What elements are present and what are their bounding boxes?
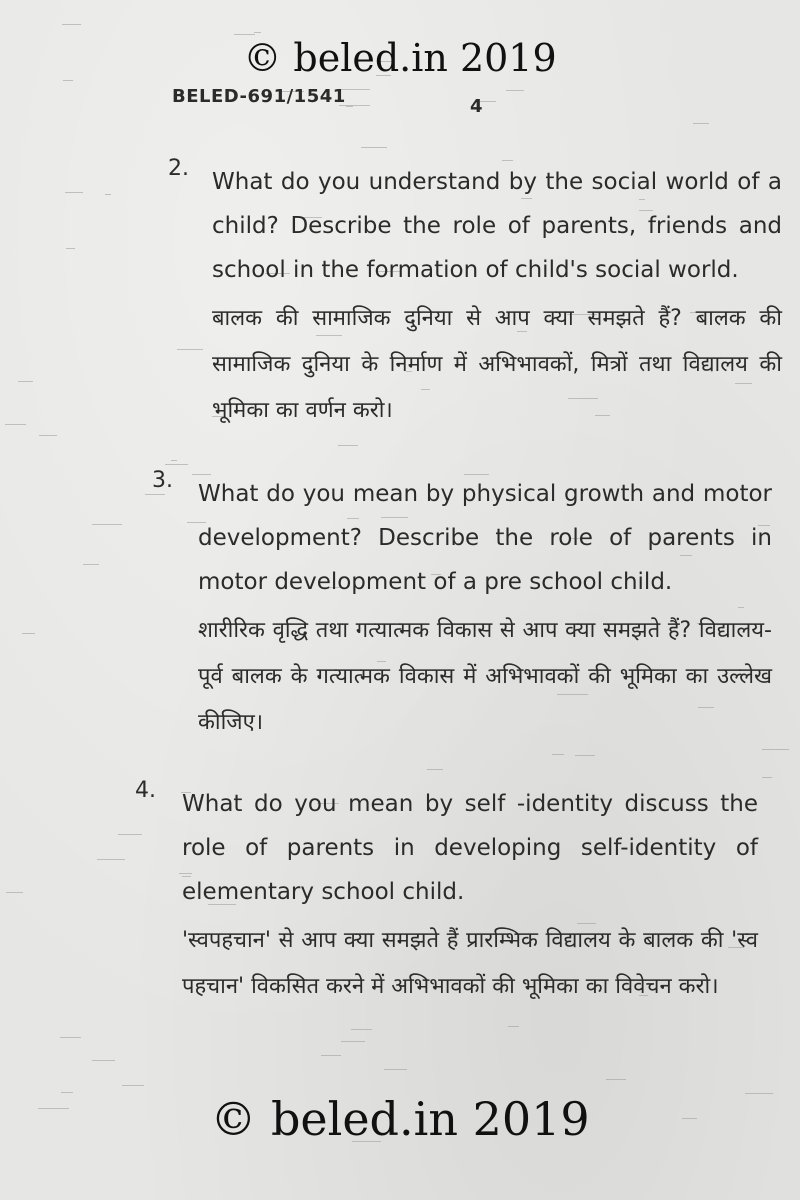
question-number: 4. [135,778,156,803]
scan-speck [66,248,75,249]
scan-speck [92,1060,115,1061]
scan-speck [171,460,177,461]
scan-speck [346,106,353,107]
scan-speck [254,32,261,33]
scan-speck [5,424,26,425]
question-3 [198,472,772,746]
scan-speck [97,859,125,860]
scan-speck [39,435,57,436]
scan-speck [762,749,789,750]
scan-speck [165,464,188,465]
question-english: What do you mean by physical growth and motor development? Describe the role of parents in motor development of a pre school child. [198,481,772,595]
scan-speck [427,769,443,770]
scan-speck [92,524,122,525]
paper-code: BELED-691/1541 [172,86,346,107]
scan-speck [83,564,99,565]
scan-speck [22,633,35,634]
scan-speck [63,80,73,81]
question-2 [212,160,782,434]
scan-speck [762,777,772,778]
scan-speck [18,381,33,382]
question-4 [182,782,758,1010]
scan-speck [105,194,111,195]
scan-speck [693,123,709,124]
scan-speck [177,349,203,350]
scan-speck [60,1037,81,1038]
scan-speck [506,90,524,91]
scan-speck [552,754,564,755]
watermark-bottom: © beled.in 2019 [210,1092,590,1146]
scan-speck [6,892,23,893]
question-number: 3. [152,468,173,493]
scan-speck [122,1085,144,1086]
scan-speck [145,494,165,495]
scan-speck [338,445,358,446]
scan-speck [575,755,595,756]
scan-speck [234,34,255,35]
question-english: What do you mean by self -identity discuss the role of parents in developing self-identity of elementary school child. [182,791,758,905]
scan-speck [361,147,387,148]
scan-speck [62,24,81,25]
scan-speck [606,1079,626,1080]
question-number: 2. [168,156,189,181]
scan-speck [351,1029,372,1030]
scan-speck [384,1069,407,1070]
question-english: What do you understand by the social world of a child? Describe the role of parents, friends and school in the formation of child's social world. [212,169,782,283]
scan-speck [321,1055,341,1056]
question-hindi: 'स्वपहचान' से आप क्या समझते हैं प्रारम्भिक विद्यालय के बालक की 'स्व पहचान' विकसित करने में अभिभावकों की भूमिका का विवेचन करो। [182,928,758,999]
scan-speck [118,834,142,835]
scan-speck [508,1026,519,1027]
watermark-top: © beled.in 2019 [243,36,557,80]
scan-speck [65,192,83,193]
page-number: 4 [470,96,483,117]
question-hindi: शारीरिक वृद्धि तथा गत्यात्मक विकास से आप क्या समझते हैं? विद्यालय-पूर्व बालक के गत्यात्मक विकास में अभिभावकों की भूमिका का उल्लेख कीजिए। [198,618,772,735]
question-hindi: बालक की सामाजिक दुनिया से आप क्या समझते हैं? बालक की सामाजिक दुनिया के निर्माण में अभिभावकों, मित्रों तथा विद्यालय की भूमिका का वर्णन करो। [212,306,782,423]
scan-speck [341,1041,365,1042]
